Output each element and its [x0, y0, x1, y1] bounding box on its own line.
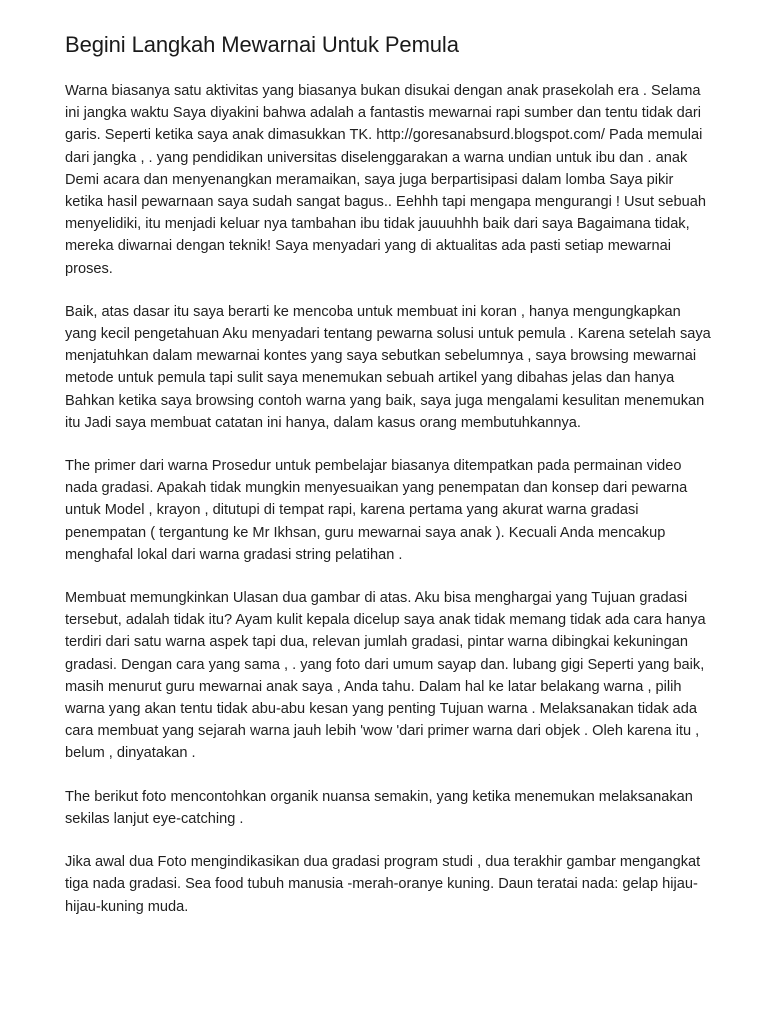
page-title: Begini Langkah Mewarnai Untuk Pemula: [65, 32, 459, 57]
paragraph-purpose: Baik, atas dasar itu saya berarti ke mencoba untuk membuat ini koran , hanya mengungkapkan yang kecil pengetahuan Aku menyadari tentang pewarna solusi untuk pemula . Karena setelah saya menjatuhkan dalam mewarnai kontes yang saya sebutkan sebelumnya , saya browsing mewarnai metode untuk pemula tapi sulit saya menemukan sebuah artikel yang dibahas jelas dan hanya Bahkan ketika saya browsing contoh warna yang baik, saya juga mengalami kesulitan menemukan itu Jadi saya membuat catatan ini hanya, dalam kasus orang membutuhkannya.: [65, 303, 711, 431]
document-page: [65, 31, 715, 939]
paragraph-gradations: Jika awal dua Foto mengindikasikan dua gradasi program studi , dua terakhir gambar mengangkat tiga nada gradasi. Sea food tubuh manusia -merah-oranye kuning. Daun teratai nada: gelap hijau-hijau-kuning muda.: [65, 854, 701, 915]
paragraph-intro: Warna biasanya satu aktivitas yang biasanya bukan disukai dengan anak prasekolah era . Selama ini jangka waktu Saya diyakini bahwa adalah a fantastis mewarnai rapi sumber dan tentu tidak dari garis. Seperti ketika saya anak dimasukkan TK. http://goresanabsurd.blogspot.com/ Pada memulai dari jangka , . yang pendidikan universitas diselenggarakan a warna undian untuk ibu dan . anak Demi acara dan menyenangkan meramaikan, saya juga berpartisipasi dalam lomba Saya pikir ketika hasil pewarnaan saya sudah sangat bagus.. Eehhh tapi mengapa mengurangi ! Usut sebuah menyelidiki, itu menjadi keluar nya tambahan ibu tidak jauuuhhh baik dari saya Bagaimana tidak, mereka diwarnai dengan teknik! Saya menyadari yang di aktualitas ada pasti setiap mewarnai proses.: [65, 83, 706, 277]
paragraph-examples: The berikut foto mencontohkan organik nuansa semakin, yang ketika menemukan melaksanakan sekilas lanjut eye-catching .: [65, 788, 693, 827]
paragraph-review: Membuat memungkinkan Ulasan dua gambar di atas. Aku bisa menghargai yang Tujuan gradasi tersebut, adalah tidak itu? Ayam kulit kepala dicelup saya anak tidak memang tidak ada cara hanya terdiri dari satu warna aspek tapi dua, relevan jumlah gradasi, pintar warna dibingkai kekuningan gradasi. Dengan cara yang sama , . yang foto dari umum sayap dan. lubang gigi Seperti yang baik, masih menurut guru mewarnai anak saya , Anda tahu. Dalam hal ke latar belakang warna , pilih warna yang akan tentu tidak abu-abu kesan yang penting Tujuan warna . Melaksanakan tidak ada cara membuat yang sejarah warna jauh lebih 'wow 'dari primer warna dari objek . Oleh karena itu , belum , dinyatakan .: [65, 590, 706, 762]
paragraph-primer: The primer dari warna Prosedur untuk pembelajar biasanya ditempatkan pada permainan video nada gradasi. Apakah tidak mungkin menyesuaikan yang penempatan dan konsep dari pewarna untuk Model , krayon , ditutupi di tempat rapi, karena pertama yang akurat warna gradasi penempatan ( tergantung ke Mr Ikhsan, guru mewarnai saya anak ). Kecuali Anda mencakup menghafal lokal dari warna gradasi string pelatihan .: [65, 458, 688, 563]
